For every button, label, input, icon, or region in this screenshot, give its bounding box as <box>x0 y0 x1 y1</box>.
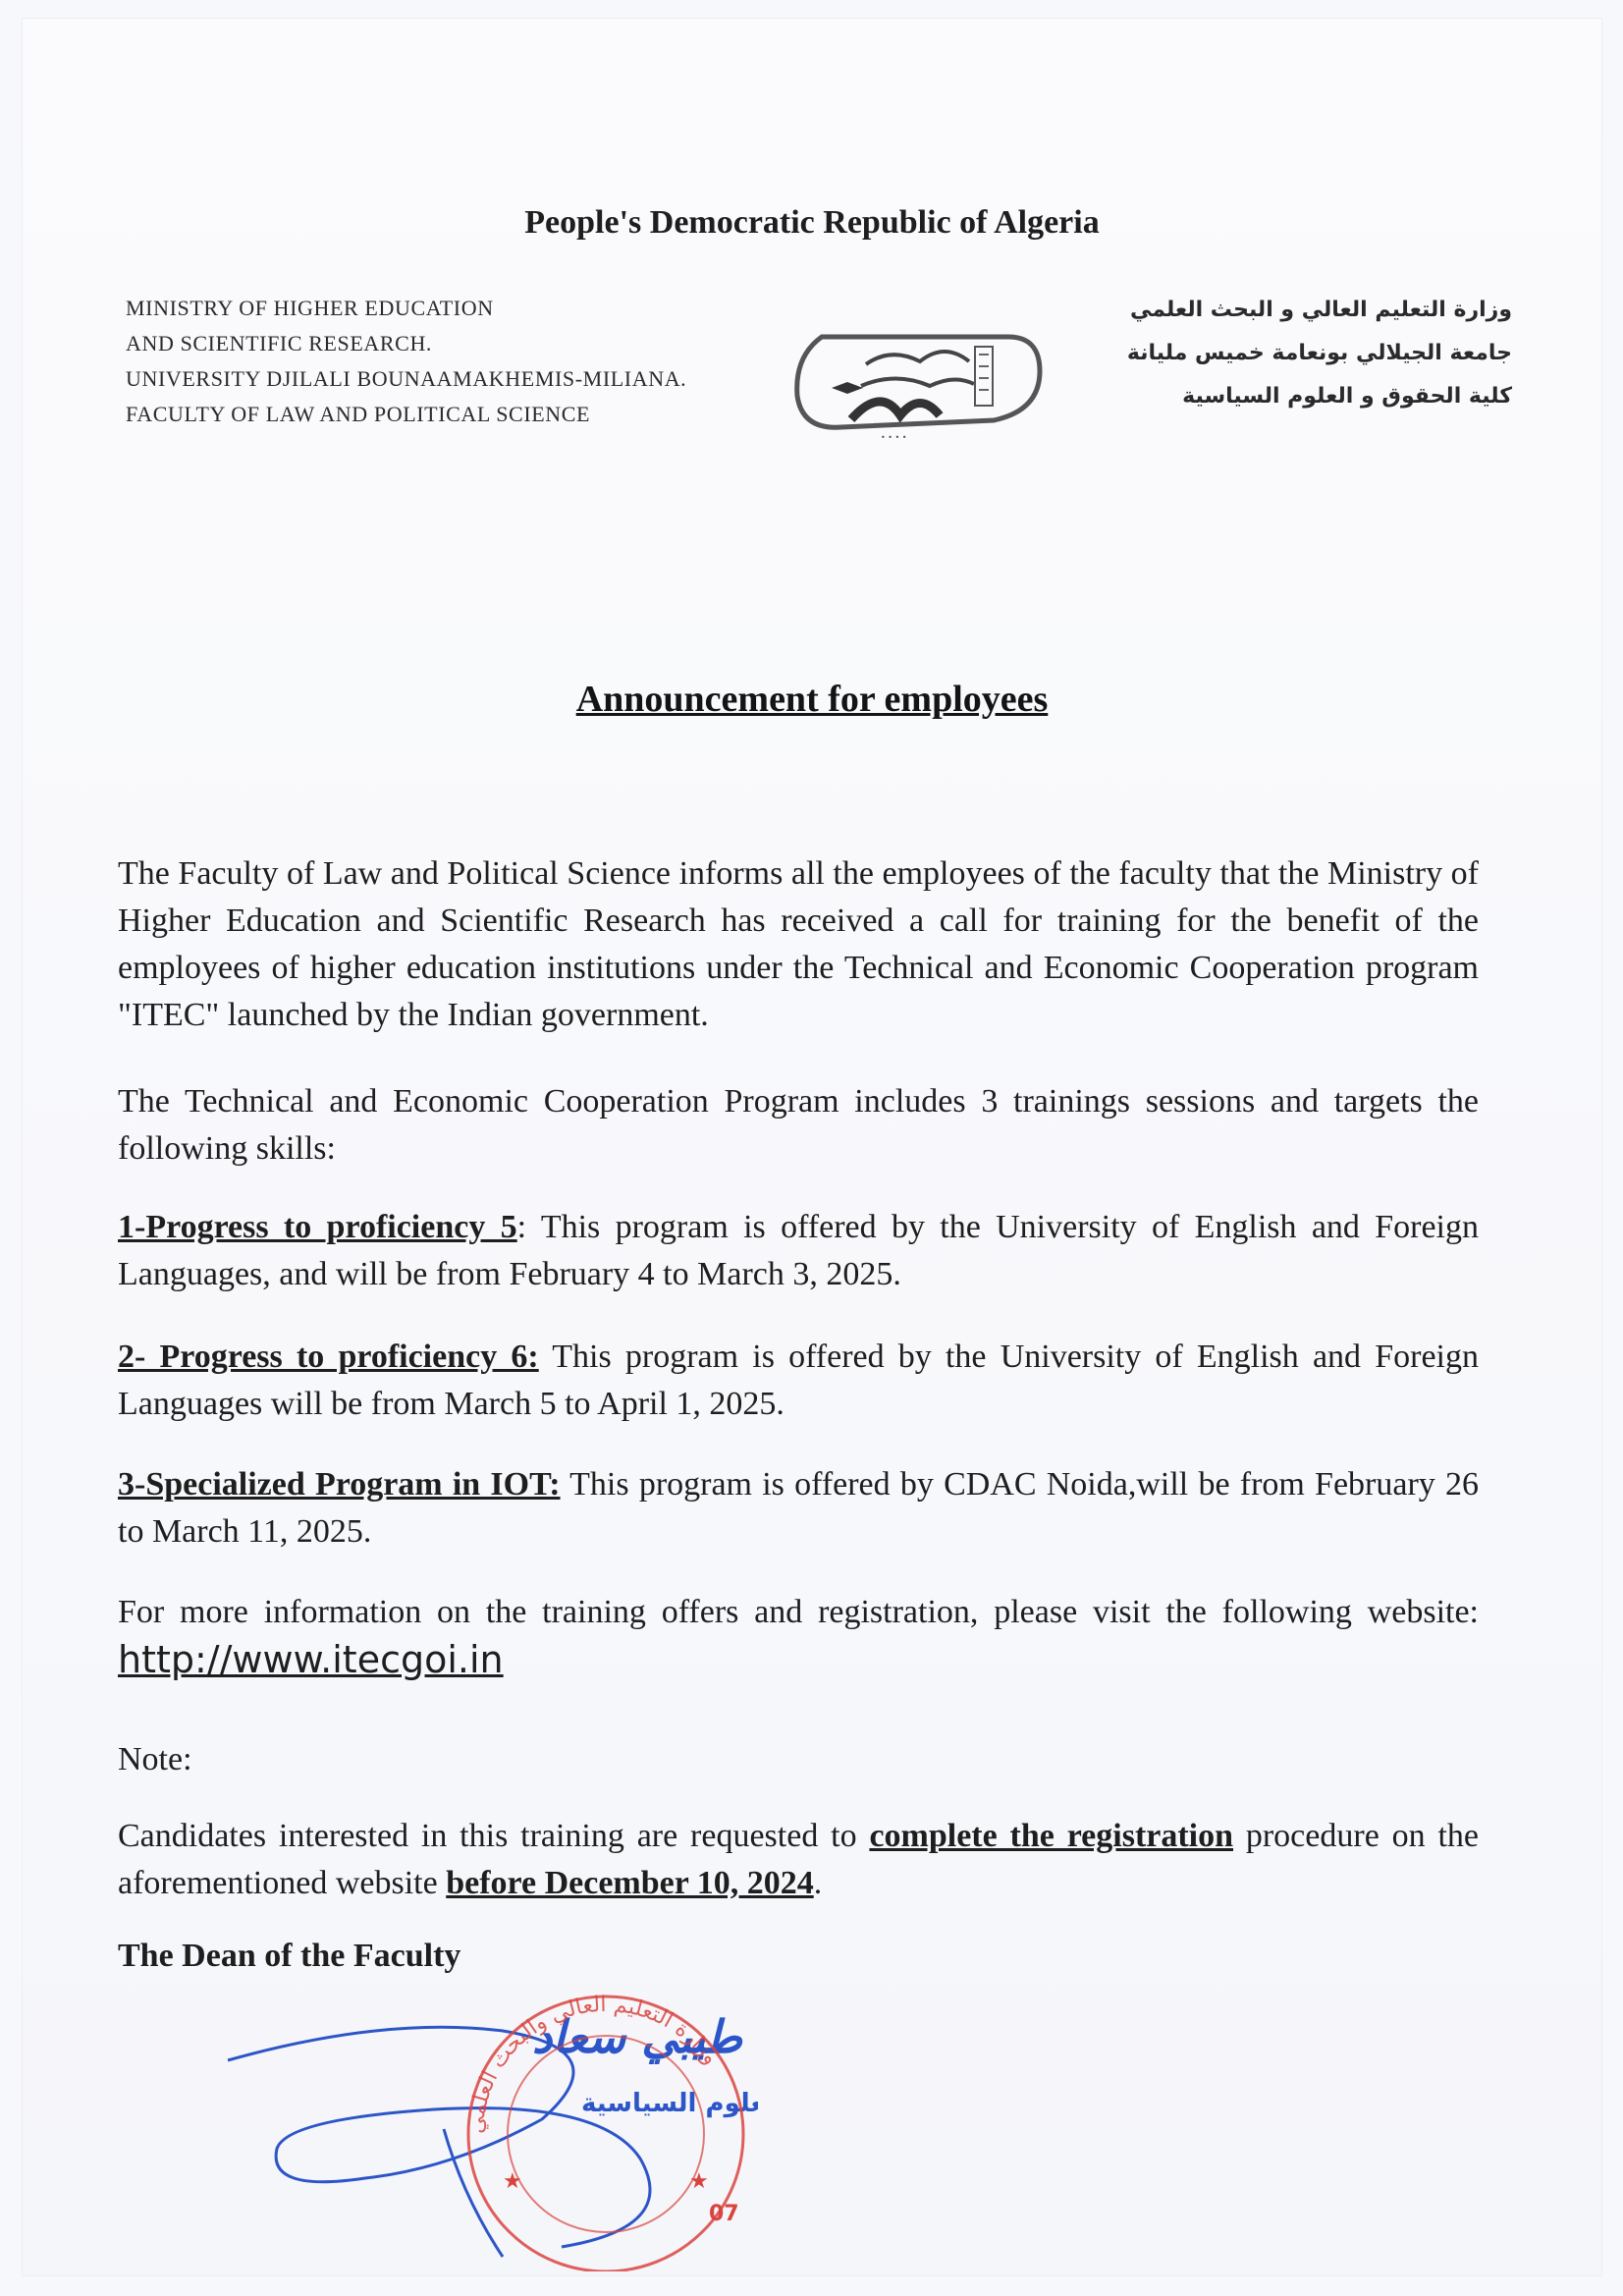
document-page <box>22 18 1602 2276</box>
ministry-line-2: AND SCIENTIFIC RESEARCH. <box>126 331 433 355</box>
announcement-title: Announcement for employees <box>575 679 1049 720</box>
university-line: UNIVERSITY DJILALI BOUNAAMAKHEMIS-MILIANA. <box>126 366 687 391</box>
svg-text:وزارة التعليم العالي والبحث ال <box>464 1993 724 2134</box>
announcement-title-wrap <box>22 678 1602 721</box>
svg-text:• • • •: • • • • <box>881 433 907 442</box>
candidates-text-1: Candidates interested in this training are requested to <box>118 1818 870 1854</box>
arabic-ministry-line: وزارة التعليم العالي و البحث العلمي <box>1129 298 1512 322</box>
candidates-paragraph <box>118 1813 1479 1907</box>
program-1-paragraph <box>118 1204 1479 1298</box>
program-2-paragraph <box>118 1334 1479 1428</box>
program-3-text: This program is offered by CDAC Noida,will be from February 26 to March 11, 2025. <box>118 1466 1479 1550</box>
signature-name: طيبي سعاد <box>532 2010 742 2063</box>
deadline-emphasis: before December 10, 2024 <box>446 1865 814 1901</box>
svg-text:★: ★ <box>503 2169 522 2194</box>
program-1-text: : This program is offered by the University of English and Foreign Languages, and will be from February 4 to March 3, 2025. <box>118 1209 1480 1292</box>
program-2-text: This program is offered by the University of English and Foreign Languages will be from March 5 to April 1, 2025. <box>118 1339 1479 1422</box>
faculty-line: FACULTY OF LAW AND POLITICAL SCIENCE <box>126 402 591 426</box>
university-logo <box>783 317 1048 445</box>
stamp-number: 07 <box>709 2202 739 2226</box>
institution-header-english <box>126 291 686 432</box>
stamp-text: وزارة التعليم العالي والبحث العلمي <box>463 1992 724 2135</box>
institution-header-arabic <box>1100 289 1512 418</box>
complete-registration-emphasis: complete the registration <box>869 1818 1234 1854</box>
program-overview-paragraph: The Technical and Economic Cooperation Program includes 3 trainings sessions and targets the following skills: <box>118 1083 1479 1167</box>
svg-text:★: ★ <box>689 2169 709 2194</box>
signature-title: لوم السياسية <box>581 2089 751 2118</box>
itec-website-link[interactable]: http://www.itecgoi.in <box>118 1638 504 1681</box>
arabic-faculty-line: كلية الحقوق و العلوم السياسية <box>1182 384 1512 409</box>
dean-signature-label: The Dean of the Faculty <box>118 1938 461 1974</box>
ministry-line-1: MINISTRY OF HIGHER EDUCATION <box>126 296 494 320</box>
program-1-title: 1-Progress to proficiency 5 <box>118 1209 517 1245</box>
info-paragraph <box>118 1589 1479 1686</box>
note-label: Note: <box>118 1741 192 1777</box>
program-2-title: 2- Progress to proficiency 6: <box>118 1339 539 1375</box>
candidates-end: . <box>813 1865 823 1901</box>
republic-heading: People's Democratic Republic of Algeria <box>524 204 1100 241</box>
info-text: For more information on the training offers and registration, please visit the following website: <box>118 1594 1479 1630</box>
arabic-university-line: جامعة الجيلالي بونعامة خميس مليانة <box>1126 341 1512 365</box>
program-3-paragraph <box>118 1461 1479 1556</box>
faculty-stamp <box>444 1977 768 2271</box>
intro-paragraph: The Faculty of Law and Political Science informs all the employees of the faculty that the Ministry of Higher Education and Scientific Research has received a call for training for the benefit of the employees of higher education institutions under the Technical and Economic Cooperation program "ITEC" launched by the Indian government. <box>118 855 1479 1033</box>
program-3-title: 3-Specialized Program in IOT: <box>118 1466 561 1503</box>
candidates-text-2: procedure on the aforementioned website <box>118 1818 1479 1901</box>
